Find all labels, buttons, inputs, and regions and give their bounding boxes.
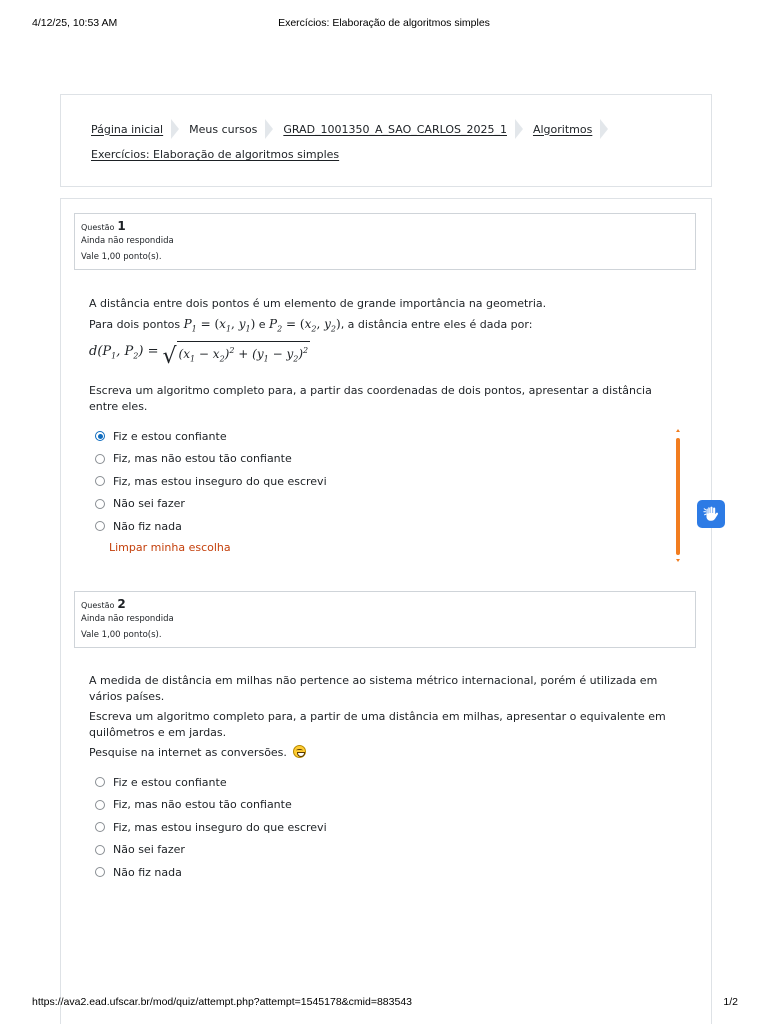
- radio-icon[interactable]: [95, 476, 105, 486]
- answer-option-1b[interactable]: [95, 448, 327, 471]
- scrollbar[interactable]: [675, 429, 681, 562]
- answer-label: Fiz e estou confiante: [113, 429, 227, 443]
- question-1-paragraph-2: [89, 316, 679, 337]
- square-root-icon: √ $(x_1 - x_2)^2 + (y_1 - y_2)^2$: [163, 341, 311, 367]
- print-datetime: 4/12/25, 10:53 AM: [32, 17, 118, 29]
- answer-option-1d[interactable]: [95, 493, 327, 516]
- breadcrumb-item-course[interactable]: [283, 119, 533, 139]
- answer-label: Não fiz nada: [113, 865, 182, 879]
- breadcrumb-item-my-courses: [189, 119, 283, 139]
- answer-option-2d[interactable]: [95, 839, 327, 862]
- scroll-up-arrow-icon[interactable]: [676, 429, 680, 432]
- question-label: Questão: [81, 223, 115, 232]
- breadcrumb-item-section[interactable]: [533, 119, 618, 139]
- scroll-down-arrow-icon[interactable]: [676, 559, 680, 562]
- answer-list-1: [95, 425, 327, 538]
- answer-label: Fiz, mas não estou tão confiante: [113, 798, 292, 812]
- question-grade-1: Vale 1,00 ponto(s).: [81, 252, 162, 262]
- answer-label: Não sei fazer: [113, 497, 185, 511]
- question-2-paragraph-3: [89, 745, 679, 761]
- breadcrumb-current[interactable]: [91, 148, 339, 161]
- breadcrumb-card: [60, 94, 712, 187]
- question-1-paragraph-3: Escreva um algoritmo completo para, a partir das coordenadas de dois pontos, apresentar a distância entre eles.: [89, 384, 652, 413]
- radio-checked-icon[interactable]: [95, 431, 105, 441]
- answer-label: Não sei fazer: [113, 843, 185, 857]
- question-2-paragraph-2: Escreva um algoritmo completo para, a partir de uma distância em milhas, apresentar o equivalente em quilômetros e em jardas.: [89, 710, 666, 739]
- answer-option-2e[interactable]: [95, 861, 327, 884]
- question-1-p2-end: , a distância entre eles é dada por:: [340, 318, 533, 331]
- radio-icon[interactable]: [95, 867, 105, 877]
- answer-option-1e[interactable]: [95, 515, 327, 538]
- print-header: [0, 17, 768, 31]
- question-number-value: 2: [117, 597, 126, 611]
- question-text-2: [89, 673, 679, 765]
- question-grade-2: Vale 1,00 ponto(s).: [81, 630, 162, 640]
- question-1-p2-and: e: [258, 318, 266, 331]
- question-text-1b: [89, 383, 679, 419]
- answer-option-2b[interactable]: [95, 794, 327, 817]
- question-text-1: [89, 296, 679, 367]
- radio-icon[interactable]: [95, 499, 105, 509]
- print-url: https://ava2.ead.ufscar.br/mod/quiz/attempt.php?attempt=1545178&cmid=883543: [32, 996, 413, 1008]
- radio-icon[interactable]: [95, 845, 105, 855]
- print-footer: [0, 996, 768, 1010]
- breadcrumb-link-section[interactable]: Algoritmos: [532, 122, 593, 136]
- accessibility-hand-icon: [702, 505, 720, 523]
- answer-label: Fiz, mas não estou tão confiante: [113, 452, 292, 466]
- breadcrumb-separator-icon: [265, 119, 275, 139]
- answer-label: Fiz, mas estou inseguro do que escrevi: [113, 820, 327, 834]
- breadcrumb: [91, 119, 618, 139]
- question-1-p2-start: Para dois pontos: [89, 318, 181, 331]
- radio-icon[interactable]: [95, 777, 105, 787]
- radio-icon[interactable]: [95, 521, 105, 531]
- breadcrumb-separator-icon: [515, 119, 525, 139]
- print-title: Exercícios: Elaboração de algoritmos simples: [278, 17, 490, 29]
- breadcrumb-separator-icon: [171, 119, 181, 139]
- scrollbar-thumb[interactable]: [676, 438, 680, 555]
- question-number-value: 1: [117, 219, 126, 233]
- answer-option-1a[interactable]: [95, 425, 327, 448]
- print-page-number: 1/2: [723, 996, 738, 1008]
- breadcrumb-link-home[interactable]: Página inicial: [91, 122, 164, 136]
- accessibility-button[interactable]: [697, 500, 725, 528]
- breadcrumb-link-course[interactable]: GRAD_1001350_A_SAO_CARLOS_2025_1: [283, 122, 507, 136]
- question-state-2: Ainda não respondida: [81, 614, 174, 624]
- breadcrumb-separator-icon: [600, 119, 610, 139]
- question-info-2: [74, 591, 696, 648]
- question-info-1: [74, 213, 696, 270]
- breadcrumb-link-current[interactable]: Exercícios: Elaboração de algoritmos simples: [91, 148, 340, 161]
- question-1-paragraph-1: A distância entre dois pontos é um elemento de grande importância na geometria.: [89, 297, 547, 310]
- radio-icon[interactable]: [95, 822, 105, 832]
- question-2-p3-text: Pesquise na internet as conversões.: [89, 746, 287, 759]
- answer-option-1c[interactable]: [95, 470, 327, 493]
- clear-choice-link[interactable]: Limpar minha escolha: [109, 541, 231, 554]
- grinning-face-icon: [293, 745, 306, 758]
- breadcrumb-item-home[interactable]: [91, 119, 189, 139]
- answer-option-2c[interactable]: [95, 816, 327, 839]
- question-number-2: [81, 597, 695, 611]
- answer-list-2: [95, 771, 327, 884]
- answer-label: Não fiz nada: [113, 519, 182, 533]
- math-point-p2: $P_2 = (x_2$, $y_2$): [269, 317, 341, 334]
- radio-icon[interactable]: [95, 800, 105, 810]
- radio-icon[interactable]: [95, 454, 105, 464]
- answer-option-2a[interactable]: [95, 771, 327, 794]
- answer-label: Fiz, mas estou inseguro do que escrevi: [113, 474, 327, 488]
- question-number-1: [81, 219, 695, 233]
- breadcrumb-text-my-courses: Meus cursos: [189, 122, 258, 136]
- distance-formula: $d(P_1$, $P_2$) = √ $(x_1 - x_2)^2 + (y_1 - y_2)^2$: [89, 341, 679, 367]
- question-label: Questão: [81, 601, 115, 610]
- question-state-1: Ainda não respondida: [81, 236, 174, 246]
- answer-label: Fiz e estou confiante: [113, 775, 227, 789]
- question-2-paragraph-1: A medida de distância em milhas não pertence ao sistema métrico internacional, porém é utilizada em vários países.: [89, 674, 658, 703]
- math-point-p1: $P_1 = (x_1$, $y_1$): [183, 317, 256, 334]
